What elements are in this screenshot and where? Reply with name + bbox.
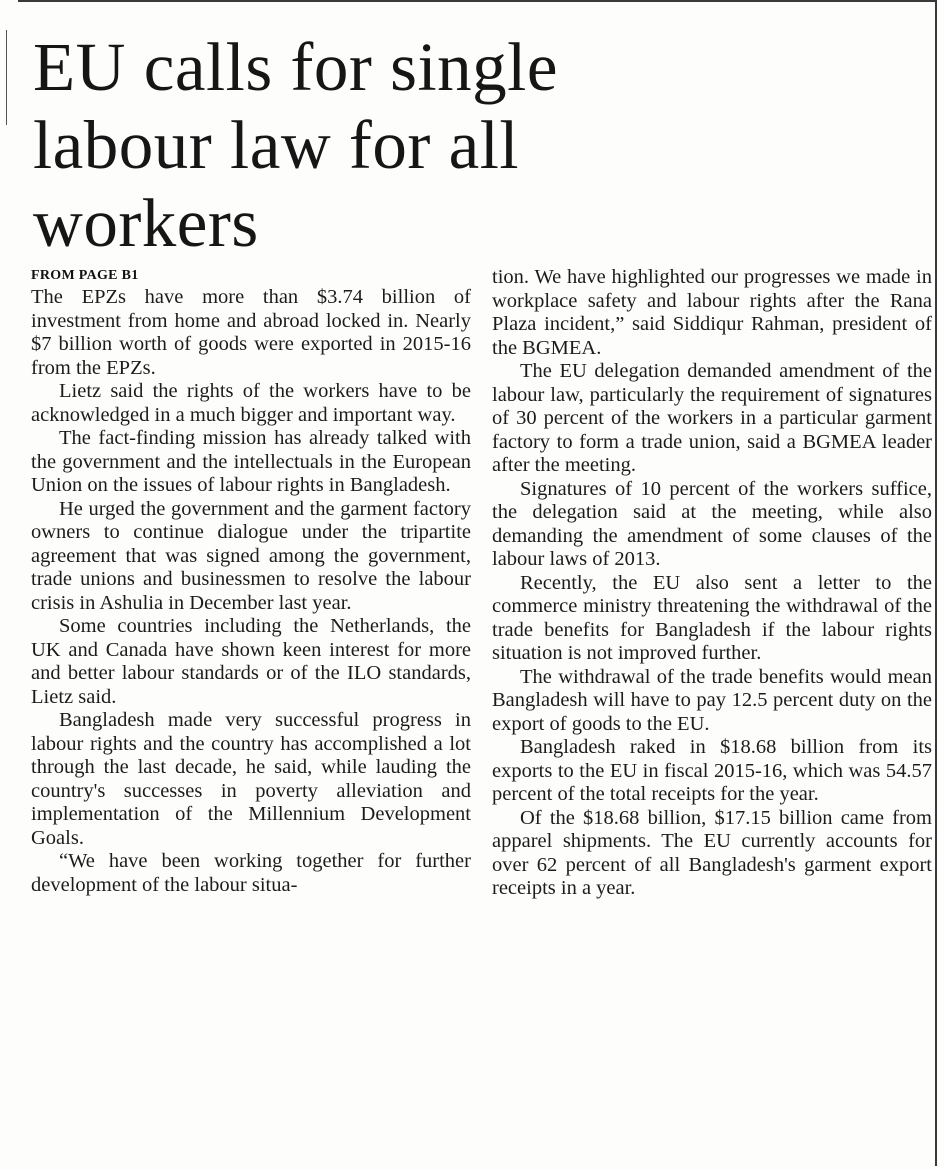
paragraph: Signatures of 10 percent of the workers suffice, the delegation said at the meeting, while also demanding the amendment of some clauses of the labour laws of 2013.: [492, 477, 932, 570]
left-border-rule: [6, 30, 7, 125]
paragraph: Bangladesh raked in $18.68 billion from its exports to the EU in fiscal 2015-16, which was 54.57 percent of the total receipts for the year.: [492, 736, 932, 805]
paragraph: The EU delegation demanded amendment of the labour law, particularly the requirement of signatures of 30 percent of the workers in a particular garment factory to form a trade union, said a BGMEA leader after the meeting.: [492, 360, 932, 476]
paragraph: Some countries including the Netherlands, the UK and Canada have shown keen interest for more and better labour standards or of the ILO standards, Lietz said.: [31, 615, 471, 708]
article-column-left: [31, 266, 471, 897]
right-border-rule: [935, 0, 937, 1166]
paragraph: Lietz said the rights of the workers have to be acknowledged in a much bigger and important way.: [31, 380, 471, 426]
paragraph: He urged the government and the garment factory owners to continue dialogue under the tripartite agreement that was signed among the government, trade unions and businessmen to resolve the labour crisis in Ashulia in December last year.: [31, 497, 471, 614]
paragraph: The withdrawal of the trade benefits would mean Bangladesh will have to pay 12.5 percent duty on the export of goods to the EU.: [492, 665, 932, 735]
jump-label: FROM PAGE B1: [31, 268, 139, 283]
article-column-right: [492, 266, 932, 901]
top-border-rule: [18, 0, 937, 2]
headline: EU calls for single labour law for all workers: [33, 29, 558, 261]
paragraph: Recently, the EU also sent a letter to the commerce ministry threatening the withdrawal of the trade benefits for Bangladesh if the labour rights situation is not improved further.: [492, 571, 932, 664]
paragraph-continued: tion. We have highlighted our progresses we made in workplace safety and labour rights after the Rana Plaza incident,” said Siddiqur Rahman, president of the BGMEA.: [492, 266, 932, 359]
paragraph: The fact-finding mission has already talked with the government and the intellectuals in the European Union on the issues of labour rights in Bangladesh.: [31, 427, 471, 496]
paragraph: Of the $18.68 billion, $17.15 billion came from apparel shipments. The EU currently accounts for over 62 percent of all Bangladesh's garment export receipts in a year.: [492, 806, 932, 899]
paragraph: Bangladesh made very successful progress in labour rights and the country has accomplished a lot through the last decade, he said, while lauding the country's successes in poverty alleviation and implementation of the Millennium Development Goals.: [31, 709, 471, 849]
paragraph: The EPZs have more than $3.74 billion of investment from home and abroad locked in. Nearly $7 billion worth of goods were exported in 2015-16 from the EPZs.: [31, 286, 471, 379]
paragraph: “We have been working together for further development of the labour situa-: [31, 850, 471, 896]
